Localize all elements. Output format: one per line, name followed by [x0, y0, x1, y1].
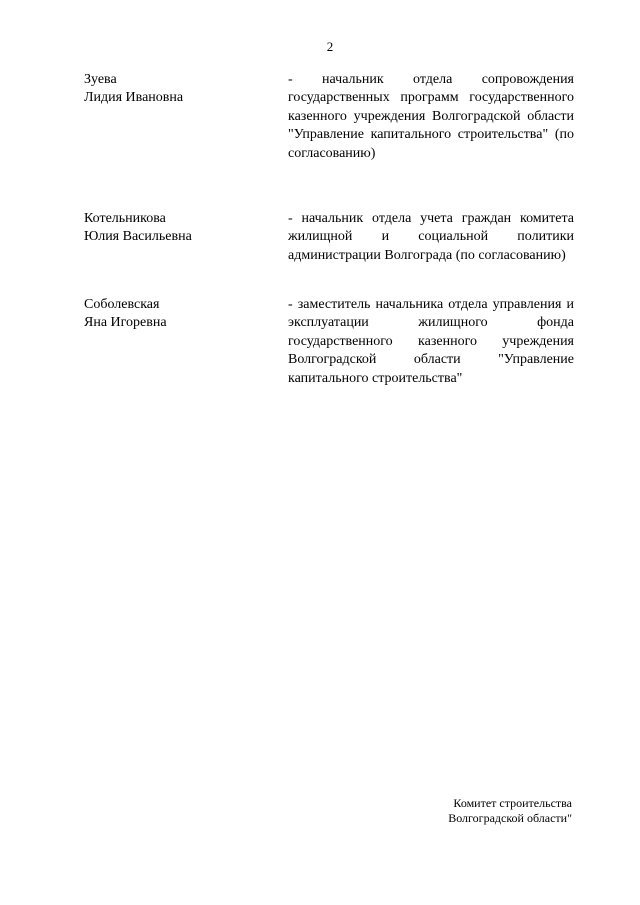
footer-line: Волгоградской области" — [448, 811, 572, 825]
page-number: 2 — [326, 39, 334, 54]
member-surname: Котельникова — [84, 211, 166, 226]
member-given-names: Юлия Васильевна — [84, 229, 192, 244]
footer-line: Комитет строительства — [453, 796, 572, 810]
member-surname: Зуева — [84, 72, 117, 87]
member-role: - заместитель начальника отдела управления и эксплуатации жилищного фонда государственного казенного учреждения Волгоградской области "Управление капитального строительства" — [288, 297, 574, 386]
member-role: - начальник отдела учета граждан комитета жилищной и социальной политики администрации Волгограда (по согласованию) — [288, 211, 574, 263]
footer-note — [448, 796, 572, 826]
member-name — [84, 71, 284, 107]
member-name — [84, 296, 284, 332]
member-surname: Соболевская — [84, 297, 160, 312]
member-name — [84, 210, 284, 246]
member-given-names: Лидия Ивановна — [84, 90, 184, 105]
member-role: - начальник отдела сопровождения государственных программ государственного казенного учреждения Волгоградской области "Управление капитального строительства" (по согласованию) — [288, 72, 574, 161]
member-given-names: Яна Игоревна — [84, 315, 167, 330]
